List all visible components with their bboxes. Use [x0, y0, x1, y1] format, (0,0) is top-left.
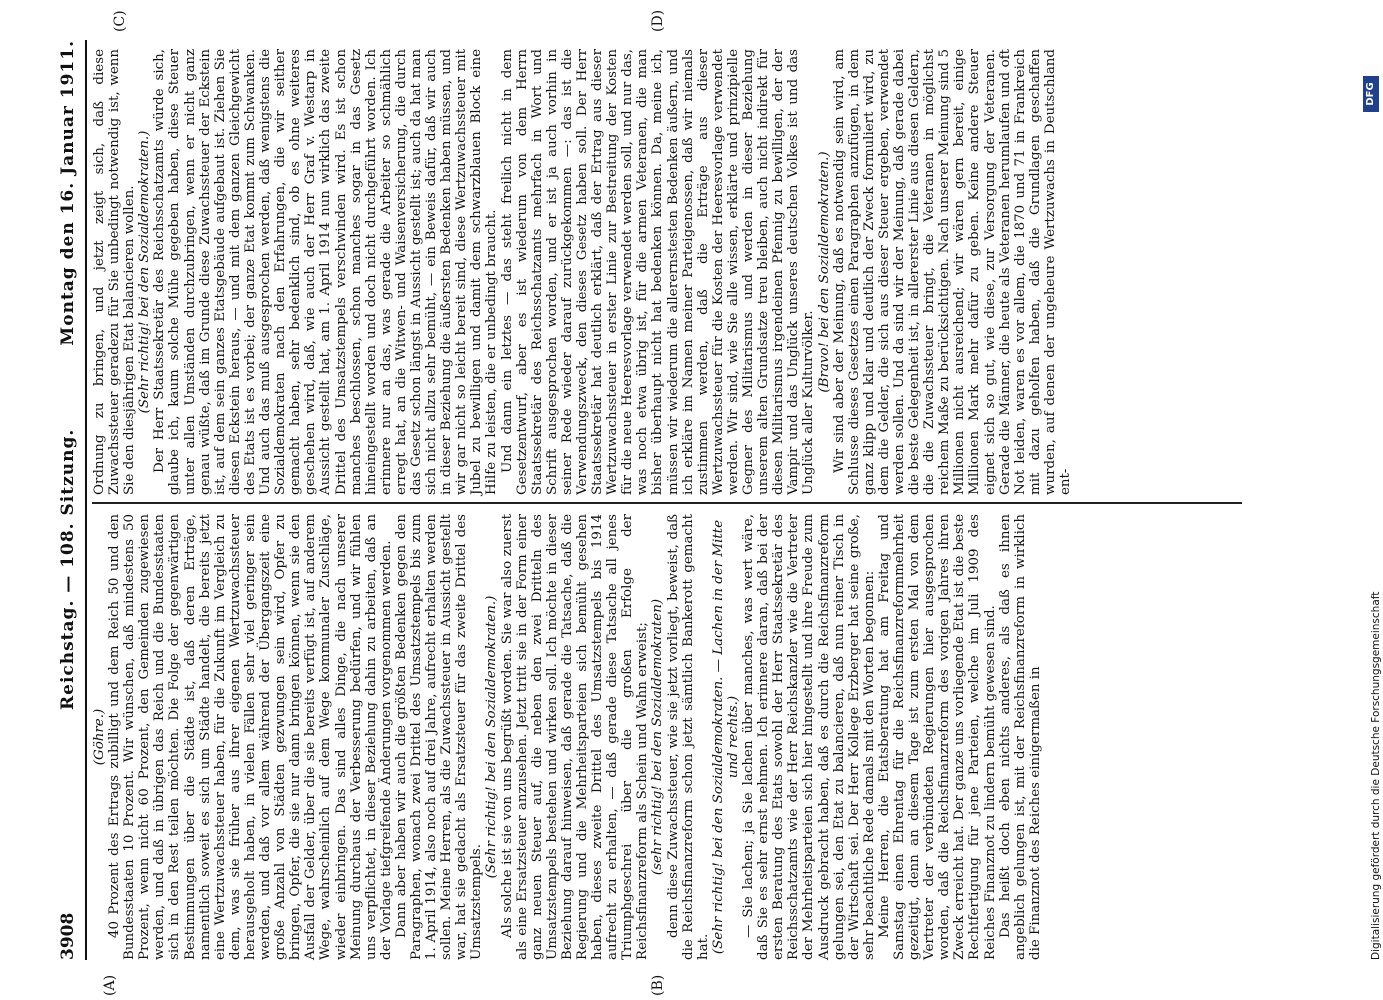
interjection: (Sehr richtig! bei den Sozialdemokraten. — Lachen in der Mitte und rechts.): [710, 519, 741, 955]
dfg-logo: DFG: [1363, 76, 1379, 112]
margin-marker-a: (A): [102, 974, 118, 996]
interjection: (sehr richtig! bei den Sozialdemokraten): [650, 598, 666, 876]
digitization-note: Digitalisierung gefördert durch die Deutsche Forschungsgemeinschaft: [1370, 591, 1382, 960]
paragraph: Dann aber haben wir auch die größten Bedenken gegen den Paragraphen, wonach zwei Drittel des Umsatzstempels bis zum 1. April 1914, also noch auf drei Jahre, aufrecht erhalten werden sollen. Meine Herren, als die Zuwachssteuer in Aussicht gestellt war, hat sie gedacht als Ersatzsteuer für das zweite Drittel des Umsatzstempels.: [393, 514, 485, 960]
quotation: Meine Herren, die Etatsberatung hat am Freitag und Samstag einen Ehrentag für die Reichsfinanzreformmehrheit gezeitigt, denn an diesem Tage ist zum ersten Mal von dem Vertreter der verbündeten Regierungen hier ausgesprochen worden, daß die Reichsfinanzreform des vorigen Jahres ihren Zweck erreicht hat. Der ganze uns vorliegende Etat ist die beste Rechtfertigung für jene Parteien, welche im Juli 1909 des Reiches Finanznot zu lindern bemüht gewesen sind.: [876, 514, 998, 960]
right-column: [92, 49, 1073, 495]
paragraph: 40 Prozent des Ertrags zubilligt und dem Reich 50 und den Bundesstaaten 10 Prozent. Wir wünschen, daß mindestens 50 Prozent, wenn nicht 60 Prozent, den Gemeinden zugewiesen werden, und daß in übrigen das Reich und die Bundesstaaten sich in den Rest teilen möchten. Die Folge der gegenwärtigen Bestimmungen über die Städte ist, daß deren Erträge, namentlich soweit es sich um Städte handelt, die bereits jetzt eine Wertzuwachssteuer haben, für die Zukunft im Vergleich zu dem, was sie früher aus ihrer eigenen Wertzuwachssteuer herausgeholt haben, in vielen Fällen sehr viel geringer sein werden, und daß vor allem während der Übergangszeit eine große Anzahl von Städten gezwungen sein wird, Opfer zu bringen, Opfer, die sie nur dann bringen können, wenn sie den Ausfall der Gelder, über die sie bereits verfügt ist, auf anderem Wege, wahrscheinlich auf dem Wege kommunaler Zuschläge, wieder einbringen. Das sind alles Dinge, die nach unserer Meinung durchaus der Verbesserung bedürfen, und wir fühlen uns verpflichtet, in dieser Beziehung dahin zu arbeiten, daß an der Vorlage tiefgreifende Änderungen vorgenommen werden.: [107, 514, 394, 960]
paragraph: denn diese Zuwachssteuer, wie sie jetzt vorliegt, beweist, daß die Reichsfinanzreform schon jetzt sämtlich Bankerott gemacht hat.: [665, 514, 711, 960]
session-date: Montag den 16. Januar 1911.: [58, 40, 78, 346]
session-title: Reichstag. — 108. Sitzung.: [58, 428, 78, 710]
margin-marker-b: (B): [650, 974, 666, 996]
paragraph: Wir sind aber der Meinung, daß es notwendig sein wird, am Schlusse dieses Gesetzes einen Paragraphen anzufügen, in dem ganz klipp und klar und deutlich der Zweck formuliert wird, zu dem die Gelder, die sich aus dieser Steuer ergeben, verwendet werden sollen. Und da sind wir der Meinung, daß gerade dabei die beste Gelegenheit ist, in allererster Linie aus diesen Geldern, die die Zuwachssteuer bringt, die Veteranen in möglichst reichem Maße zu berücksichtigen. Nach unserer Meinung sind 5 Millionen nicht ausreichend; wir wären gern bereit, einige Millionen Mark mehr dafür zu geben. Keine andere Steuer eignet sich so gut, wie diese, zur Versorgung der Veteranen. Gerade die Männer, die heute als Veteranen herumlaufen und oft Not leiden, waren es vor allem, die 1870 und 71 in Frankreich mit dazu geholfen haben, daß die Grundlagen geschaffen wurden, auf denen der ungeheure Wertzuwachs in Deutschland ent-: [831, 49, 1073, 495]
page-header: [52, 40, 82, 960]
header-rule: [85, 40, 87, 960]
left-column: [92, 514, 1043, 960]
page-number: 3908: [58, 912, 78, 960]
speaker-name: (Göhre.): [92, 708, 107, 766]
column-divider: [92, 503, 1242, 505]
paragraph: Der Herr Staatssekretär des Reichsschatzamts würde sich, glaube ich, kaum solche Mühe gegeben haben, diese Steuer unter allen Umständen durchzubringen, wenn er nicht ganz genau wüßte, daß im Grunde diese Zuwachssteuer der Eckstein ist, auf dem sein ganzes Etatsgebäude aufgebaut ist. Ziehen Sie diesen Eckstein heraus, — und mit dem ganzen Gleichgewicht des Etats ist es vorbei; der ganze Etat kommt zum Schwanken. Und auch das muß ausgesprochen werden, daß wenigstens die Sozialdemokraten nach den Erfahrungen, die wir seither gemacht haben, sehr bedenklich sind, ob es ohne weiteres geschehen wird, daß, wie auch der Herr Graf v. Westarp in Aussicht gestellt hat, am 1. April 1914 nun wirklich das zweite Drittel des Umsatzstempels verschwinden wird. Es ist schon manches beschlossen, schon manches sogar in das Gesetz hineingestellt worden und doch nicht durchgeführt worden. Ich erinnere nur an das, was gerade die Arbeiter so schmählich erregt hat, an die Witwen- und Waisenversicherung, die durch das Gesetz schon längst in Aussicht gestellt ist; auch da hat man sich nicht allzu sehr bemüht, — ein Beweis dafür, daß wir auch in dieser Beziehung die äußersten Bedenken haben müssen, und wir gar nicht so leicht bereit sind, diese Wertzuwachssteuer mit Jubel zu bewilligen und damit dem schwarzblauen Block eine Hilfe zu leisten, die er unbedingt braucht.: [152, 49, 500, 495]
paragraph: Als solche ist sie von uns begrüßt worden. Sie war also zuerst als eine Ersatzsteuer anzusehen. Jetzt tritt sie in der Form einer ganz neuen Steuer auf, die neben den zwei Dritteln des Umsatzstempels bestehen und wirken soll. Ich möchte in dieser Beziehung darauf hinweisen, daß gerade die Tatsache, daß die Regierung und die Mehrheitsparteien sich bemüht gesehen haben, dieses zweite Drittel des Umsatzstempels bis 1914 aufrecht zu erhalten, — daß gerade diese Tatsache all jenes Triumphgeschrei über die großen Erfolge der Reichsfinanzreform als Schein und Wahn erweist;: [499, 514, 651, 960]
interjection: (Sehr richtig! bei den Sozialdemokraten.): [484, 595, 500, 879]
interjection: (Sehr richtig! bei den Sozialdemokraten.): [137, 130, 153, 414]
margin-marker-d: (D): [650, 9, 666, 32]
paragraph: Und dann ein letztes — das steht freilich nicht in dem Gesetzentwurf, aber es ist wiederum von dem Herrn Staatssekretär des Reichsschatzamts mehrfach in Wort und Schrift ausgesprochen worden, und er ist ja auch vorhin in seiner Rede wieder darauf zurückgekommen —: das ist die Verwendungszweck, den dieses Gesetz haben soll. Der Herr Staatssekretär hat deutlich erklärt, daß der Ertrag aus dieser Wertzuwachssteuer in erster Linie zur Bestreitung der Kosten für die neue Heeresvorlage verwendet werden soll, und nur das, was noch etwa übrig ist, für die armen Veteranen, die man bisher überhaupt nicht hat bedenken können. Da, meine ich, müssen wir wiederum die allerernstesten Bedenken äußern, und ich erkläre im Namen meiner Parteigenossen, daß wir niemals zustimmen werden, daß die Erträge aus dieser Wertzuwachssteuer für die Kosten der Heeresvorlage verwendet werden. Wir sind, wie Sie alle wissen, erklärte und prinzipielle Gegner des Militarismus und werden in dieser Beziehung unserem alten Grundsatze treu bleiben, auch nicht indirekt für diesen Militarismus irgendeinen Pfennig zu bewilligen, der der Vampir und das Unglück unseres deutschen Volkes ist und das Unglück aller Kulturvölker.: [499, 49, 817, 495]
margin-marker-c: (C): [112, 10, 128, 32]
paragraph: Das heißt doch eben nichts anderes, als daß es ihnen angeblich gelungen ist, mit der Reichsfinanzreform in wirklich die Finanznot des Reiches einigermaßen in: [997, 514, 1043, 960]
paragraph: — Sie lachen; ja Sie lachen über manches, was wert wäre, daß Sie es sehr ernst nehmen. Ich erinnere daran, daß bei der ersten Beratung des Etats sowohl der Herr Staatssekretär des Reichsschatzamts wie der Herr Reichskanzler wie die Vertreter der Mehrheitsparteien sich hier hingestellt und ihre Freude zum Ausdruck gebracht haben, daß es durch die Reichsfinanzreform gelungen sei, den Etat zu balancieren, daß nun reiner Tisch in der Wirtschaft sei. Der Herr Kollege Erzberger hat seine große, sehr beachtliche Rede damals mit den Worten begonnen:: [741, 514, 877, 960]
interjection: (Bravo! bei den Sozialdemokraten.): [816, 151, 832, 393]
paragraph: Ordnung zu bringen, und jetzt zeigt sich, daß diese Zuwachssteuer geradezu für Sie unbedingt notwendig ist, wenn Sie den diesjährigen Etat balancieren wollen.: [92, 49, 138, 495]
